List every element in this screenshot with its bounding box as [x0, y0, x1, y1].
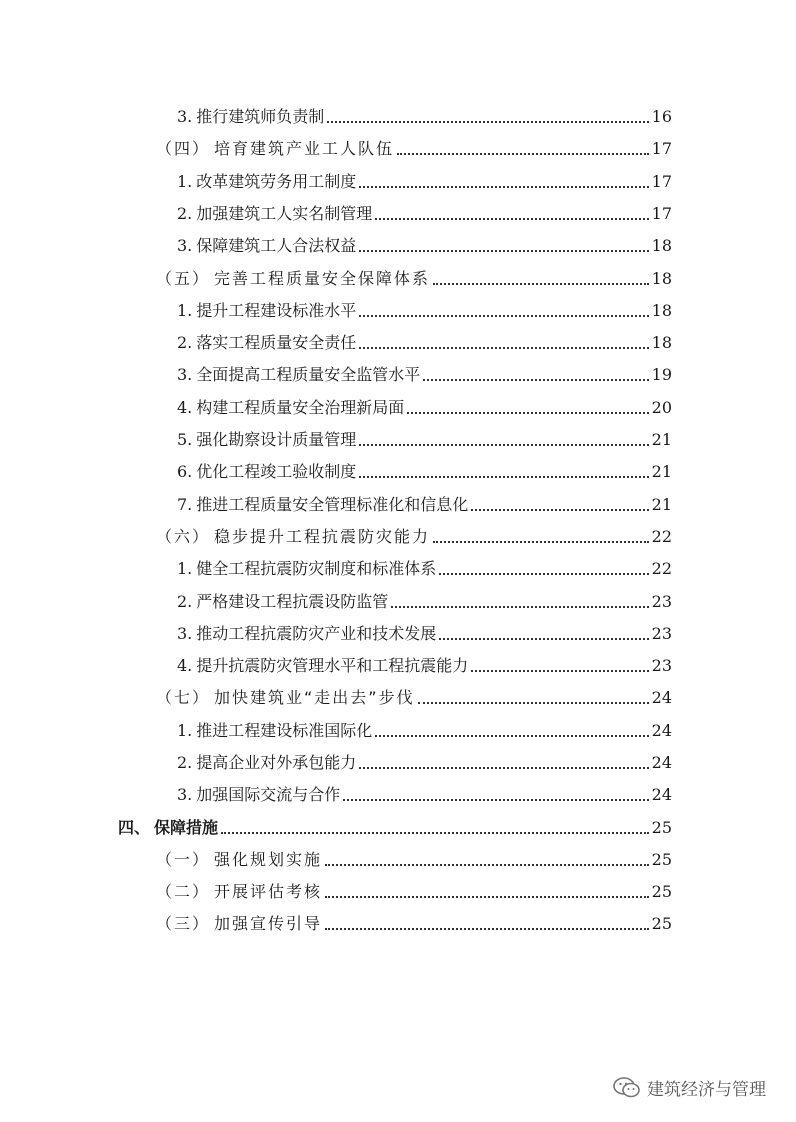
- toc-entry[interactable]: [177, 652, 672, 676]
- toc-entry-title: [177, 204, 372, 224]
- toc-entry-page: 18: [651, 269, 672, 288]
- toc-entry-number: 7.: [177, 495, 193, 514]
- toc-entry-title: [156, 139, 394, 159]
- toc-entry-page: 24: [651, 688, 672, 707]
- toc-entry-text: 稳步提升工程抗震防灾能力: [214, 527, 431, 546]
- toc-entry-text: 加强宣传引导: [214, 914, 323, 933]
- toc-leader-dots: [359, 444, 648, 446]
- toc-entry-text: 严格建设工程抗震设防监管: [196, 592, 389, 611]
- toc-leader-dots: [471, 509, 648, 511]
- toc-entry-text: 推进工程建设标准国际化: [196, 721, 373, 740]
- toc-entry[interactable]: [177, 103, 672, 127]
- toc-entry-text: 提升工程建设标准水平: [196, 301, 357, 320]
- toc-entry-text: 强化规划实施: [214, 850, 323, 869]
- toc-leader-dots: [327, 121, 648, 123]
- toc-entry[interactable]: [156, 910, 672, 934]
- toc-entry-page: 25: [651, 850, 672, 869]
- toc-entry-page: 19: [651, 365, 672, 384]
- toc-entry-number: 2.: [177, 204, 193, 223]
- toc-entry-page: 18: [651, 301, 672, 320]
- toc-leader-dots: [359, 347, 648, 349]
- toc-entry-page: 18: [651, 236, 672, 255]
- toc-entry-title: [177, 624, 436, 644]
- toc-entry-title: [177, 462, 356, 482]
- toc-entry-number: 1.: [177, 559, 193, 578]
- toc-entry-title: [177, 172, 356, 192]
- toc-entry-page: 22: [651, 559, 672, 578]
- toc-entry[interactable]: [118, 814, 672, 838]
- toc-entry-number: 四、: [118, 818, 151, 837]
- toc-entry-title: [156, 882, 322, 902]
- toc-entry-page: 25: [651, 882, 672, 901]
- toc-entry-page: 25: [651, 818, 672, 837]
- toc-entry-text: 强化勘察设计质量管理: [196, 430, 357, 449]
- toc-entry-title: [177, 785, 340, 805]
- toc-leader-dots: [359, 476, 648, 478]
- toc-entry-page: 21: [651, 430, 672, 449]
- toc-entry-page: 24: [651, 721, 672, 740]
- toc-entry-number: 2.: [177, 333, 193, 352]
- toc-entry-text: 优化工程竣工验收制度: [196, 462, 357, 481]
- toc-entry[interactable]: [177, 426, 672, 450]
- toc-entry-title: [156, 914, 322, 934]
- toc-entry-number: 5.: [177, 430, 193, 449]
- toc-leader-dots: [423, 379, 648, 381]
- toc-entry-text: 培育建筑产业工人队伍: [214, 139, 395, 158]
- toc-entry-number: 4.: [177, 656, 193, 675]
- toc-entry-page: 23: [651, 656, 672, 675]
- toc-entry-page: 25: [651, 914, 672, 933]
- watermark-text: 建筑经济与管理: [647, 1080, 766, 1100]
- toc-entry-page: 23: [651, 592, 672, 611]
- toc-leader-dots: [433, 283, 649, 285]
- toc-entry[interactable]: [177, 491, 672, 515]
- toc-entry[interactable]: [156, 684, 672, 708]
- toc-leader-dots: [397, 153, 649, 155]
- toc-entry-text: 推动工程抗震防灾产业和技术发展: [196, 624, 437, 643]
- toc-entry-text: 推进工程质量安全管理标准化和信息化: [196, 495, 469, 514]
- toc-entry[interactable]: [177, 297, 672, 321]
- toc-entry-number: 1.: [177, 721, 193, 740]
- toc-entry-title: [118, 818, 218, 838]
- toc-entry-page: 24: [651, 753, 672, 772]
- toc-entry[interactable]: [177, 168, 672, 192]
- toc-entry-text: 落实工程质量安全责任: [196, 333, 357, 352]
- toc-entry-text: 提高企业对外承包能力: [196, 753, 357, 772]
- toc-leader-dots: [325, 928, 649, 930]
- toc-entry[interactable]: [177, 458, 672, 482]
- toc-leader-dots: [359, 250, 648, 252]
- toc-entry-text: 改革建筑劳务用工制度: [196, 172, 357, 191]
- toc-entry-text: 构建工程质量安全治理新局面: [196, 398, 405, 417]
- toc-leader-dots: [343, 799, 648, 801]
- toc-entry-title: [156, 269, 430, 289]
- toc-entry[interactable]: [177, 717, 672, 741]
- toc-entry-text: 开展评估考核: [214, 882, 323, 901]
- toc-entry-page: 20: [651, 398, 672, 417]
- toc-entry-text: 保障措施: [154, 818, 219, 837]
- toc-entry[interactable]: [156, 135, 672, 159]
- toc-leader-dots: [325, 864, 649, 866]
- toc-entry-number: 2.: [177, 753, 193, 772]
- toc-entry-title: [156, 688, 415, 708]
- toc-entry[interactable]: [177, 555, 672, 579]
- toc-entry-page: 24: [651, 785, 672, 804]
- toc-entry-page: 17: [651, 204, 672, 223]
- toc-leader-dots: [391, 606, 648, 608]
- toc-entry-page: 18: [651, 333, 672, 352]
- toc-entry-text: 加快建筑业“走出去”步伐: [214, 688, 415, 707]
- toc-leader-dots: [439, 638, 648, 640]
- toc-entry[interactable]: [177, 232, 672, 256]
- toc-entry-page: 21: [651, 462, 672, 481]
- toc-entry-title: [177, 365, 420, 385]
- toc-entry-text: 加强建筑工人实名制管理: [196, 204, 373, 223]
- toc-entry-title: [177, 592, 388, 612]
- toc-entry-number: （一）: [156, 850, 211, 869]
- toc-entry-number: （二）: [156, 882, 211, 901]
- toc-entry[interactable]: [177, 749, 672, 773]
- toc-entry-number: （四）: [156, 139, 211, 158]
- toc-entry[interactable]: [177, 394, 672, 418]
- toc-leader-dots: [359, 186, 648, 188]
- toc-entry-title: [177, 430, 356, 450]
- toc-entry-page: 21: [651, 495, 672, 514]
- toc-leader-dots: [439, 573, 648, 575]
- toc-entry-text: 加强国际交流与合作: [196, 785, 341, 804]
- toc-entry-page: 22: [651, 527, 672, 546]
- toc-entry[interactable]: [177, 588, 672, 612]
- toc-entry[interactable]: [177, 620, 672, 644]
- toc-entry-title: [177, 236, 356, 256]
- toc-entry[interactable]: [177, 361, 672, 385]
- toc-entry-title: [177, 301, 356, 321]
- toc-entry-title: [156, 527, 430, 547]
- toc-entry-number: 3.: [177, 365, 193, 384]
- toc-entry-text: 保障建筑工人合法权益: [196, 236, 357, 255]
- watermark: [613, 1075, 766, 1100]
- toc-entry-title: [177, 721, 372, 741]
- toc-entry-number: （五）: [156, 269, 211, 288]
- toc-entry-number: 1.: [177, 301, 193, 320]
- toc-entry-number: 3.: [177, 624, 193, 643]
- toc-leader-dots: [221, 832, 649, 834]
- toc-entry-page: 17: [651, 139, 672, 158]
- toc-leader-dots: [433, 541, 649, 543]
- toc-entry-text: 推行建筑师负责制: [196, 107, 325, 126]
- toc-entry[interactable]: [156, 523, 672, 547]
- toc-entry-title: [177, 398, 404, 418]
- toc-entry-title: [156, 850, 322, 870]
- toc-entry[interactable]: [177, 781, 672, 805]
- toc-entry-number: 1.: [177, 172, 193, 191]
- toc-entry-number: 3.: [177, 785, 193, 804]
- toc-entry-title: [177, 753, 356, 773]
- toc-entry-title: [177, 333, 356, 353]
- toc-entry-number: 3.: [177, 107, 193, 126]
- toc-entry[interactable]: [177, 329, 672, 353]
- toc-entry-title: [177, 495, 468, 515]
- wechat-icon: [613, 1077, 641, 1099]
- toc-leader-dots: [375, 218, 648, 220]
- toc-leader-dots: [407, 412, 648, 414]
- toc-entry-title: [177, 559, 436, 579]
- toc-entry-text: 健全工程抗震防灾制度和标准体系: [196, 559, 437, 578]
- toc-entry-number: （七）: [156, 688, 211, 707]
- toc-entry-title: [177, 107, 324, 127]
- toc-entry-number: 4.: [177, 398, 193, 417]
- toc-leader-dots: [418, 702, 649, 704]
- toc-leader-dots: [359, 315, 648, 317]
- toc-leader-dots: [375, 735, 648, 737]
- toc-entry-page: 23: [651, 624, 672, 643]
- toc-entry[interactable]: [156, 265, 672, 289]
- toc-entry-text: 完善工程质量安全保障体系: [214, 269, 431, 288]
- toc-entry-title: [177, 656, 468, 676]
- toc-entry[interactable]: [177, 200, 672, 224]
- toc-entry-number: 2.: [177, 592, 193, 611]
- toc-entry[interactable]: [156, 878, 672, 902]
- toc-entry-text: 提升抗震防灾管理水平和工程抗震能力: [196, 656, 469, 675]
- toc-entry-text: 全面提高工程质量安全监管水平: [196, 365, 421, 384]
- toc-entry-page: 17: [651, 172, 672, 191]
- toc-leader-dots: [471, 670, 648, 672]
- toc-entry-number: 6.: [177, 462, 193, 481]
- toc-entry-number: 3.: [177, 236, 193, 255]
- toc-entry-number: （三）: [156, 914, 211, 933]
- toc-entry[interactable]: [156, 846, 672, 870]
- toc-entry-page: 16: [651, 107, 672, 126]
- toc-leader-dots: [359, 767, 648, 769]
- toc-leader-dots: [325, 896, 649, 898]
- toc-entry-number: （六）: [156, 527, 211, 546]
